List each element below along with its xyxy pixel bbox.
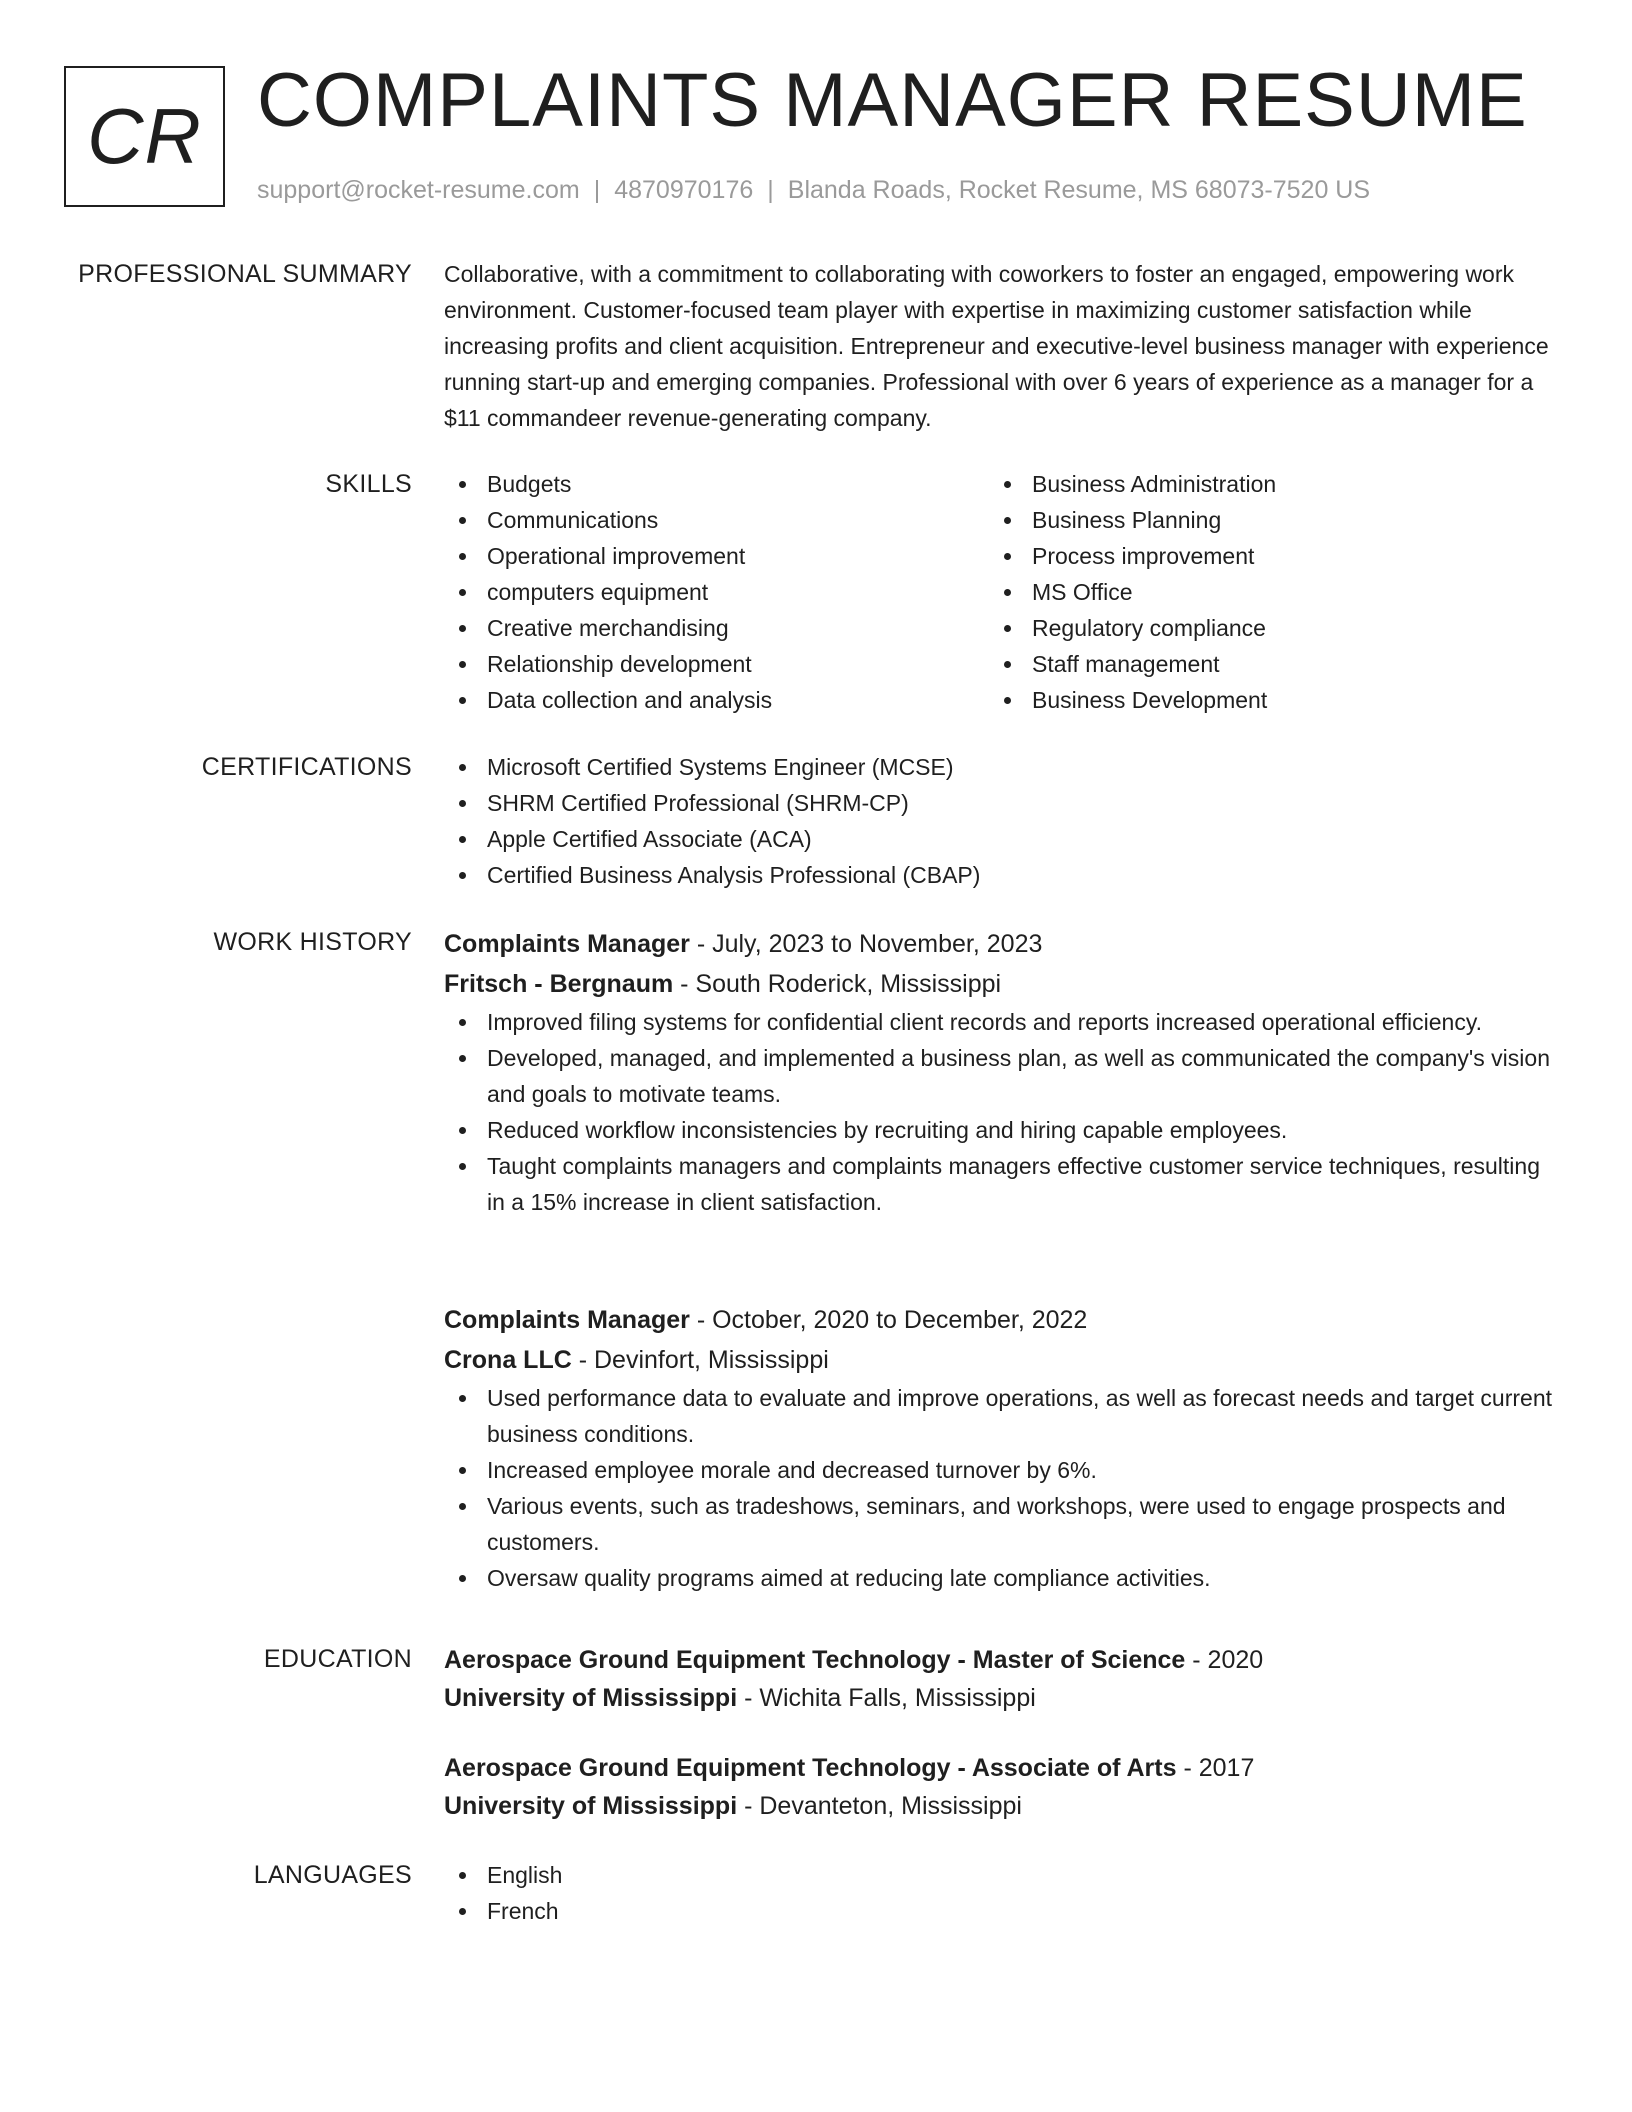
skill-item: Data collection and analysis: [444, 682, 989, 718]
school-location: - Wichita Falls, Mississippi: [737, 1684, 1036, 1712]
skills-body: [444, 466, 1564, 718]
skill-item: Staff management: [989, 646, 1534, 682]
skill-item: Regulatory compliance: [989, 610, 1534, 646]
section-label-summary: PROFESSIONAL SUMMARY: [78, 260, 412, 288]
job-bullet: Used performance data to evaluate and improve operations, as well as forecast needs and target current business conditions.: [444, 1380, 1564, 1452]
contact-separator: |: [593, 176, 601, 204]
degree-year: - 2020: [1185, 1646, 1264, 1674]
job-company: Crona LLC: [444, 1346, 572, 1374]
job-title: Complaints Manager: [444, 930, 690, 958]
contact-separator: |: [767, 176, 774, 204]
job-bullet: Developed, managed, and implemented a business plan, as well as communicated the company's vision and goals to motivate teams.: [444, 1040, 1564, 1112]
skill-item: MS Office: [989, 574, 1534, 610]
language-item: French: [444, 1893, 1564, 1929]
job-company: Fritsch - Bergnaum: [444, 970, 674, 998]
contact-phone: 4870970176: [614, 176, 754, 204]
resume-title: COMPLAINTS MANAGER RESUME: [257, 58, 1528, 143]
skill-item: Communications: [444, 502, 989, 538]
job-bullets: [444, 1380, 1564, 1596]
certification-item: Certified Business Analysis Professional (CBAP): [444, 857, 1564, 893]
section-label-work-history: WORK HISTORY: [213, 928, 412, 956]
job-entry: [444, 924, 1564, 1220]
education-entry: [444, 1749, 1564, 1825]
skills-list-right: [989, 466, 1534, 718]
education-body: [444, 1641, 1564, 1825]
section-label-education: EDUCATION: [263, 1645, 412, 1673]
skill-item: Creative merchandising: [444, 610, 989, 646]
job-bullet: Oversaw quality programs aimed at reducing late compliance activities.: [444, 1560, 1564, 1596]
job-title: Complaints Manager: [444, 1306, 690, 1334]
job-company-line: [444, 964, 1564, 1004]
school: University of Mississippi: [444, 1792, 738, 1820]
job-dates: - July, 2023 to November, 2023: [689, 930, 1043, 958]
certifications-body: [444, 749, 1564, 893]
skill-item: computers equipment: [444, 574, 989, 610]
degree-line: [444, 1749, 1564, 1787]
work-history-body: [444, 1300, 1564, 1596]
school-line: [444, 1679, 1564, 1717]
monogram-box: [64, 66, 225, 207]
skill-item: Operational improvement: [444, 538, 989, 574]
summary-body: [444, 256, 1564, 436]
school: University of Mississippi: [444, 1684, 738, 1712]
certification-item: SHRM Certified Professional (SHRM-CP): [444, 785, 1564, 821]
skill-item: Business Development: [989, 682, 1534, 718]
job-location: - Devinfort, Mississippi: [571, 1346, 829, 1374]
work-history-body: [444, 924, 1564, 1220]
section-label-certifications: CERTIFICATIONS: [201, 753, 412, 781]
degree-line: [444, 1641, 1564, 1679]
certifications-list: [444, 749, 1564, 893]
languages-list: [444, 1857, 1564, 1929]
education-entry: [444, 1641, 1564, 1717]
degree-year: - 2017: [1176, 1754, 1255, 1782]
job-entry: [444, 1300, 1564, 1596]
monogram-initials: CR: [87, 92, 202, 180]
degree: Aerospace Ground Equipment Technology - Associate of Arts: [444, 1754, 1177, 1782]
contact-line: [257, 172, 1370, 208]
job-bullet: Improved filing systems for confidential client records and reports increased operational efficiency.: [444, 1004, 1564, 1040]
skill-item: Budgets: [444, 466, 989, 502]
skill-item: Business Administration: [989, 466, 1534, 502]
job-location: - South Roderick, Mississippi: [673, 970, 1002, 998]
job-dates: - October, 2020 to December, 2022: [689, 1306, 1088, 1334]
job-bullet: Various events, such as tradeshows, seminars, and workshops, were used to engage prospects and customers.: [444, 1488, 1564, 1560]
contact-address: Blanda Roads, Rocket Resume, MS 68073-7520 US: [787, 176, 1371, 204]
skill-item: Process improvement: [989, 538, 1534, 574]
skill-item: Relationship development: [444, 646, 989, 682]
job-bullet: Reduced workflow inconsistencies by recruiting and hiring capable employees.: [444, 1112, 1564, 1148]
job-bullet: Taught complaints managers and complaints managers effective customer service techniques, resulting in a 15% increase in client satisfaction.: [444, 1148, 1564, 1220]
languages-body: [444, 1857, 1564, 1929]
job-bullets: [444, 1004, 1564, 1220]
job-title-line: [444, 924, 1564, 964]
degree: Aerospace Ground Equipment Technology - Master of Science: [444, 1646, 1186, 1674]
language-item: English: [444, 1857, 1564, 1893]
contact-email: support@rocket-resume.com: [257, 176, 580, 204]
job-title-line: [444, 1300, 1564, 1340]
skill-item: Business Planning: [989, 502, 1534, 538]
section-label-languages: LANGUAGES: [253, 1861, 412, 1889]
certification-item: Apple Certified Associate (ACA): [444, 821, 1564, 857]
school-location: - Devanteton, Mississippi: [737, 1792, 1022, 1820]
certification-item: Microsoft Certified Systems Engineer (MCSE): [444, 749, 1564, 785]
job-company-line: [444, 1340, 1564, 1380]
summary-text: Collaborative, with a commitment to collaborating with coworkers to foster an engaged, empowering work environment. Customer-focused team player with expertise in maximizing customer satisfaction while increasing profits and client acquisition. Entrepreneur and executive-level business manager with experience running start-up and emerging companies. Professional with over 6 years of experience as a manager for a $11 commandeer revenue-generating company.: [444, 261, 1549, 431]
skills-list-left: [444, 466, 989, 718]
section-label-skills: SKILLS: [325, 470, 412, 498]
school-line: [444, 1787, 1564, 1825]
job-bullet: Increased employee morale and decreased turnover by 6%.: [444, 1452, 1564, 1488]
